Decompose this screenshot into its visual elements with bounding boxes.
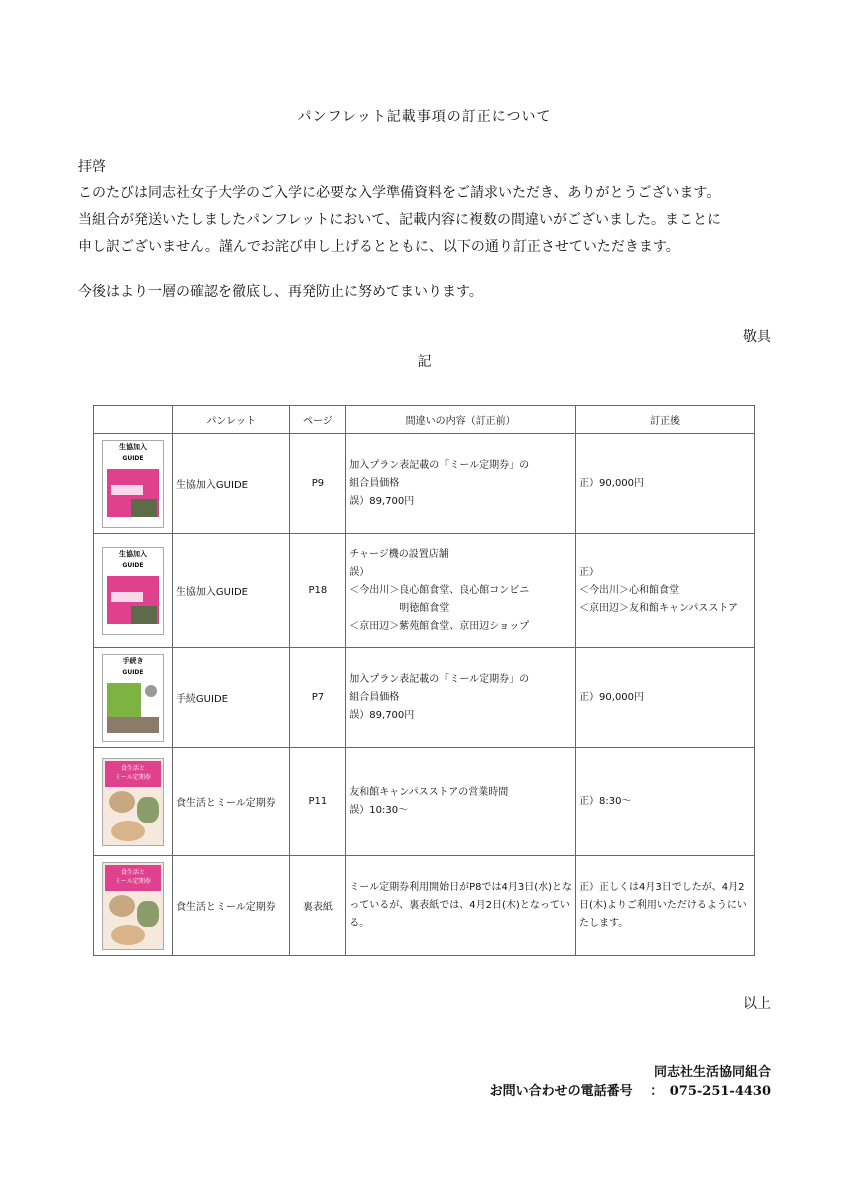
pamphlet-name: 生協加入GUIDE (172, 534, 290, 648)
table-row (94, 748, 755, 856)
pamphlet-name: 手続GUIDE (172, 648, 290, 748)
pamphlet-name: 食生活とミール定期券 (172, 748, 290, 856)
body-line: 申し訳ございません。謹んでお詫び申し上げるとともに、以下の通り訂正させていただきます。 (78, 239, 680, 255)
cover-subtitle: ミール定期券 (115, 877, 151, 885)
contact-phone: 075-251-4430 (669, 1084, 771, 1099)
pamphlet-cover-image (102, 758, 164, 846)
contact-line (490, 1080, 771, 1099)
closing-line: 今後はより一層の確認を徹底し、再発防止に努めてまいります。 (78, 284, 483, 300)
pamphlet-name: 食生活とミール定期券 (172, 856, 290, 956)
body-line: 当組合が発送いたしましたパンフレットにおいて、記載内容に複数の間違いがございました。まことに (78, 212, 722, 228)
pamphlet-cover-image (102, 862, 164, 950)
page-title: パンフレット記載事項の訂正について (297, 109, 552, 125)
pamphlet-name: 生協加入GUIDE (172, 434, 290, 534)
cover-subtitle: GUIDE (122, 668, 144, 676)
after-content: 正）90,000円 (576, 648, 755, 748)
pamphlet-thumbnail (94, 434, 173, 534)
before-content: チャージ機の設置店舗 誤） ＜今出川＞良心館食堂、良心館コンビニ 明徳館食堂 ＜京田辺＞紫苑館食堂、京田辺ショップ (346, 534, 576, 648)
cover-title: 食生活と (120, 868, 145, 876)
before-content: 加入プラン表記載の「ミール定期券」の 組合員価格 誤）89,700円 (346, 648, 576, 748)
contact-label: お問い合わせの電話番号 (489, 1084, 633, 1099)
keigu: 敬具 (743, 329, 771, 345)
pamphlet-thumbnail (94, 534, 173, 648)
table-row (94, 534, 755, 648)
pamphlet-cover-image (102, 440, 164, 528)
body-paragraph (78, 180, 778, 261)
pamphlet-cover-image (102, 654, 164, 742)
page-number: P18 (290, 534, 346, 648)
pamphlet-thumbnail (94, 856, 173, 956)
cover-title: 食生活と (120, 764, 145, 772)
cover-title: 手続き (122, 656, 144, 665)
ijo-end-mark: 以上 (743, 996, 771, 1012)
page-number: P7 (290, 648, 346, 748)
pamphlet-cover-image (102, 547, 164, 635)
cover-title: 生協加入 (118, 442, 147, 451)
page-number: P9 (290, 434, 346, 534)
page-number: 裏表紙 (290, 856, 346, 956)
header-after: 訂正後 (576, 406, 755, 434)
before-content: 加入プラン表記載の「ミール定期券」の 組合員価格 誤）89,700円 (346, 434, 576, 534)
header-pamphlet: パンレット (172, 406, 290, 434)
header-thumbnail (94, 406, 173, 434)
header-before: 間違いの内容（訂正前） (346, 406, 576, 434)
body-line: このたびは同志社女子大学のご入学に必要な入学準備資料をご請求いただき、ありがとうございます。 (78, 185, 721, 201)
cover-subtitle: GUIDE (122, 561, 144, 569)
table-row (94, 856, 755, 956)
after-content: 正）8:30〜 (576, 748, 755, 856)
header-page: ページ (290, 406, 346, 434)
page-number: P11 (290, 748, 346, 856)
organization-name: 同志社生活協同組合 (653, 1065, 771, 1080)
before-content: 友和館キャンパスストアの営業時間 誤）10:30〜 (346, 748, 576, 856)
after-content: 正） ＜今出川＞心和館食堂 ＜京田辺＞友和館キャンパスストア (576, 534, 755, 648)
pamphlet-thumbnail (94, 748, 173, 856)
after-content: 正）90,000円 (576, 434, 755, 534)
before-content: ミール定期券利用開始日がP8では4月3日(水)となっているが、裏表紙では、4月2日(木)となっている。 (346, 856, 576, 956)
table-row (94, 648, 755, 748)
table-row (94, 434, 755, 534)
table-header-row (94, 406, 755, 434)
cover-title: 生協加入 (118, 549, 147, 558)
cover-subtitle: ミール定期券 (115, 773, 151, 781)
contact-separator: ： (650, 1084, 657, 1099)
corrections-table (93, 405, 755, 956)
pamphlet-thumbnail (94, 648, 173, 748)
ki-heading: 記 (417, 354, 432, 370)
greeting: 拝啓 (78, 159, 106, 175)
cover-subtitle: GUIDE (122, 454, 144, 462)
after-content: 正）正しくは4月3日でしたが、4月2日(木)よりご利用いただけるようにいたします。 (576, 856, 755, 956)
